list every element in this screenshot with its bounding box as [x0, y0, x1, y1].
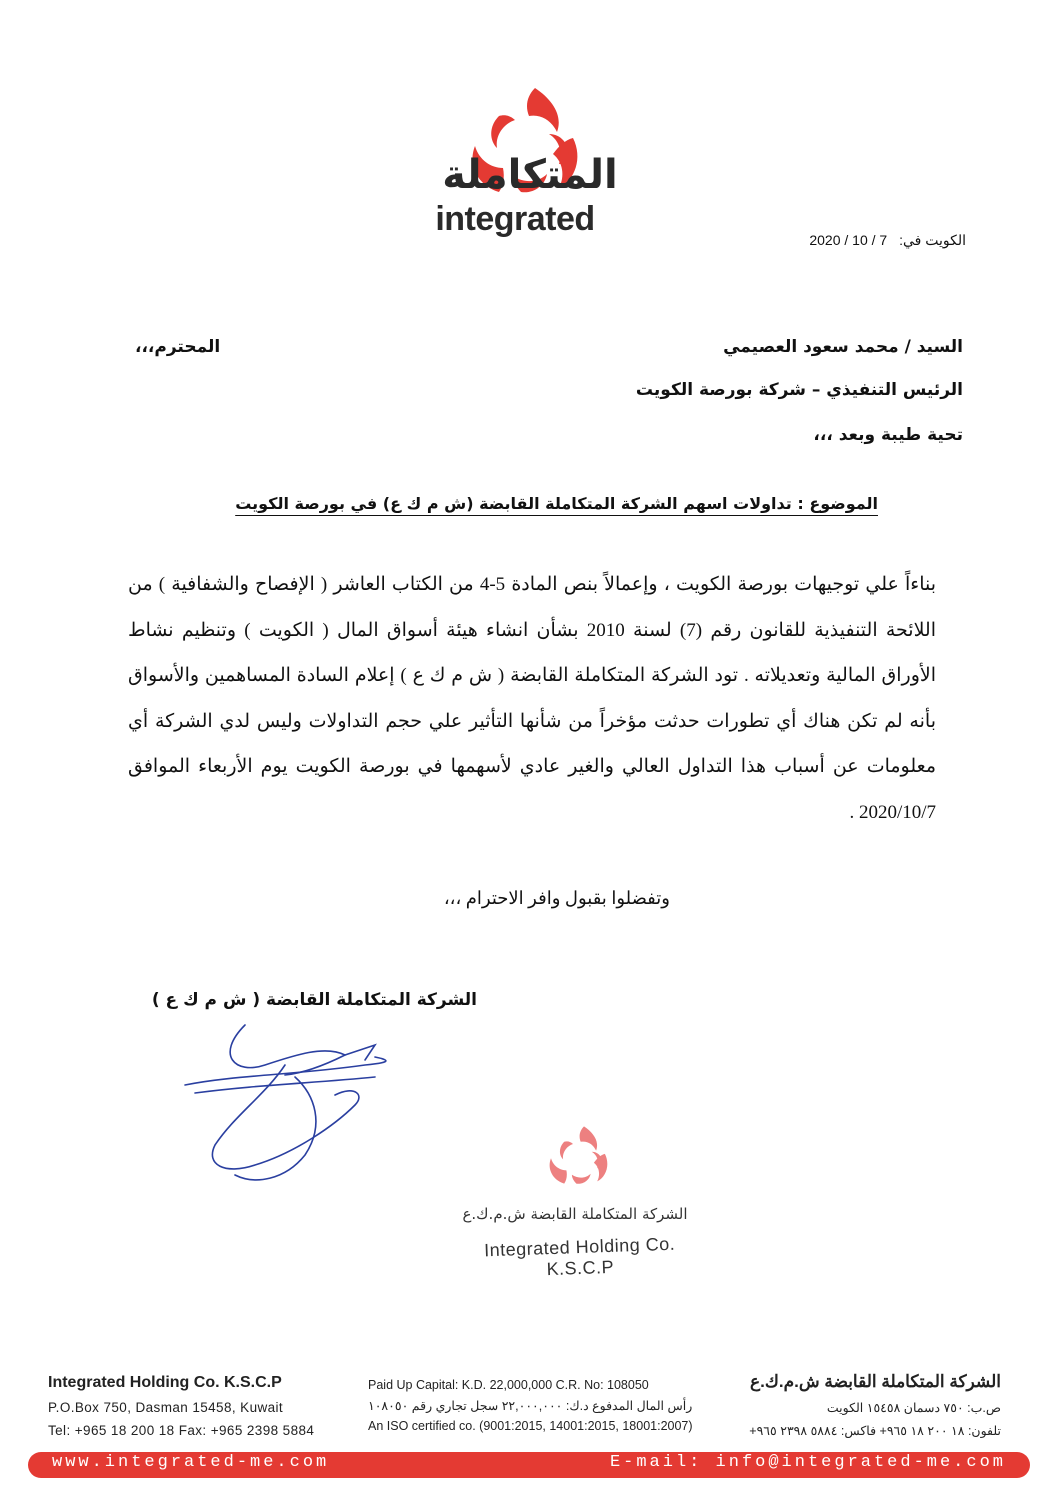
- footer-company-ar: الشركة المتكاملة القابضة ش.م.ك.ع: [750, 1372, 1001, 1391]
- signature-mark: [175, 1015, 415, 1195]
- closing-line: وتفضلوا بقبول وافر الاحترام ،،،: [443, 888, 670, 908]
- letter-date: [809, 232, 966, 249]
- date-label: الكويت في:: [899, 232, 966, 248]
- stamp-arabic-text: الشركة المتكاملة القابضة ش.م.ك.ع: [462, 1205, 688, 1223]
- footer-phone-ar: تلفون: ١٨ ٢٠٠ ١٨ ٩٦٥+ فاكس: ٥٨٨٤ ٢٣٩٨ ٩٦٥+: [749, 1424, 1001, 1438]
- footer-website-link[interactable]: www.integrated-me.com: [52, 1453, 330, 1472]
- footer-capital-en: Paid Up Capital: K.D. 22,000,000 C.R. No: 108050: [368, 1378, 649, 1392]
- letter-body: بناءاً علي توجيهات بورصة الكويت ، وإعمالاً بنص المادة 5-4 من الكتاب العاشر ( الإفصاح والشفافية ) من اللائحة التنفيذية للقانون رقم (7) لسنة 2010 بشأن انشاء هيئة أسواق المال ( الكويت ) وتنظيم نشاط الأوراق المالية وتعديلاته . تود الشركة المتكاملة القابضة ( ش م ك ع ) إعلام السادة المساهمين والأسواق بأنه لم تكن هناك أي تطورات حدثت مؤخراً من شأنها التأثير علي حجم التداولات وليس لدي الشركة أي معلومات عن أسباب هذا التداول العالي والغير عادي لأسهمها في بورصة الكويت يوم الأربعاء الموافق 2020/10/7 .: [128, 574, 937, 823]
- footer-registration-block: [368, 1360, 693, 1433]
- footer-english-block: [48, 1360, 314, 1438]
- greeting: تحية طيبة وبعد ،،،: [813, 425, 963, 445]
- signatory-company: الشركة المتكاملة القابضة ( ش م ك ع ): [151, 990, 477, 1010]
- footer-iso: An ISO certified co. (9001:2015, 14001:2015, 18001:2007): [368, 1419, 693, 1433]
- footer-address-ar: ص.ب: ٧٥٠ دسمان ١٥٤٥٨ الكويت: [826, 1401, 1001, 1415]
- subject-line: الموضوع : تداولات اسهم الشركة المتكاملة القابضة (ش م ك ع) في بورصة الكويت: [235, 494, 878, 513]
- footer-email-link[interactable]: E-mail: info@integrated-me.com: [609, 1453, 1006, 1472]
- footer-phone-en: Tel: +965 18 200 18 Fax: +965 2398 5884: [48, 1423, 315, 1438]
- footer-arabic-block: [749, 1360, 1001, 1438]
- footer-capital-ar: رأس المال المدفوع د.ك: ٢٢,٠٠٠,٠٠٠ سجل تجاري رقم ١٠٨٠٥٠: [368, 1399, 693, 1413]
- footer-company-en: Integrated Holding Co. K.S.C.P: [48, 1374, 282, 1391]
- date-value: 2020 / 10 / 7: [809, 232, 888, 248]
- addressee-honorific: المحترم،،،: [135, 337, 221, 357]
- addressee-role: الرئيس التنفيذي – شركة بورصة الكويت: [635, 380, 963, 400]
- logo-arabic-wordmark: المتكاملة: [442, 152, 618, 198]
- stamp-english-text: Integrated Holding Co. K.S.C.P: [483, 1233, 676, 1280]
- addressee-name: السيد / محمد سعود العصيمي: [723, 337, 963, 357]
- logo-english-wordmark: integrated: [435, 200, 595, 238]
- footer-address-en: P.O.Box 750, Dasman 15458, Kuwait: [48, 1400, 284, 1415]
